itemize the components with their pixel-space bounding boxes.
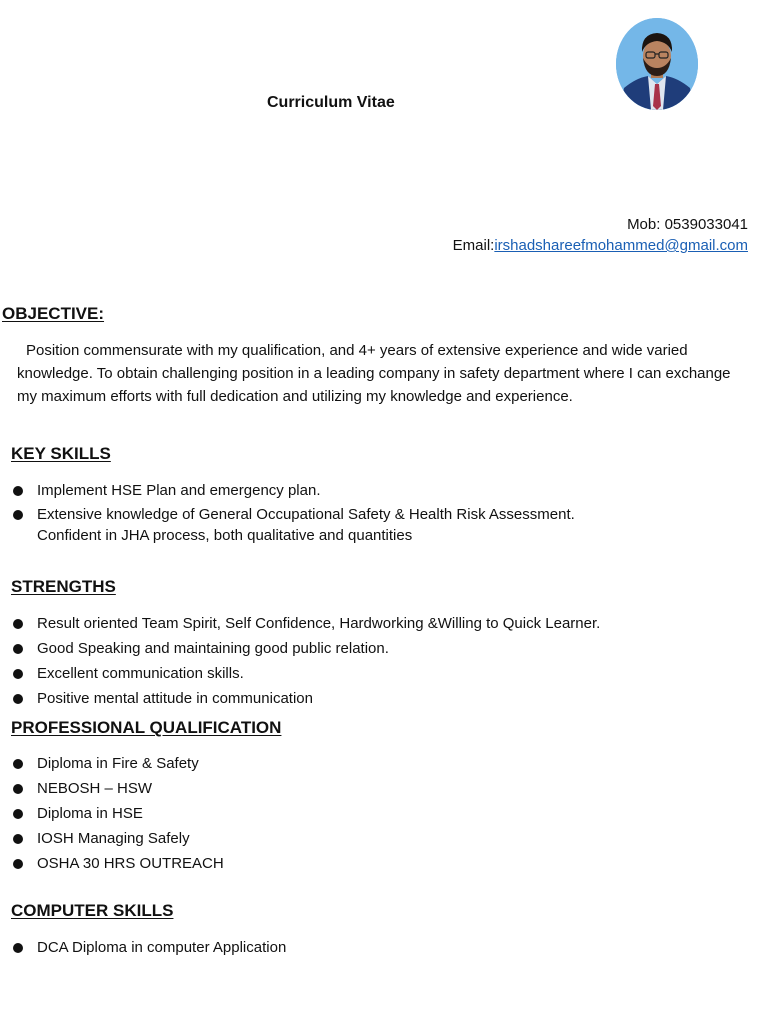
bullet-icon bbox=[13, 834, 23, 844]
objective-paragraph bbox=[17, 339, 752, 408]
strengths-list bbox=[11, 611, 600, 711]
objective-text: Position commensurate with my qualification, and 4+ years of extensive experience and wide varied knowledge. To obtain challenging position in a leading company in safety department where I can exchange my maximum efforts with full dedication and utilizing my knowledge and experience. bbox=[17, 342, 731, 405]
bullet-icon bbox=[13, 669, 23, 679]
list-item: NEBOSH – HSW bbox=[11, 776, 224, 801]
key-skills-heading: KEY SKILLS bbox=[11, 444, 111, 463]
bullet-icon bbox=[13, 644, 23, 654]
bullet-icon bbox=[13, 809, 23, 819]
bullet-icon bbox=[13, 784, 23, 794]
bullet-icon bbox=[13, 510, 23, 520]
list-item: Extensive knowledge of General Occupational Safety & Health Risk Assessment. bbox=[11, 503, 575, 527]
list-item: DCA Diploma in computer Application bbox=[11, 935, 286, 960]
bullet-icon bbox=[13, 486, 23, 496]
strengths-heading: STRENGTHS bbox=[11, 577, 116, 596]
email-label: Email: bbox=[452, 237, 495, 254]
computer-skills-heading: COMPUTER SKILLS bbox=[11, 901, 174, 920]
mobile-number: Mob: 0539033041 bbox=[627, 216, 748, 233]
list-item: Diploma in Fire & Safety bbox=[11, 751, 224, 776]
list-item: OSHA 30 HRS OUTREACH bbox=[11, 851, 224, 876]
bullet-icon bbox=[13, 694, 23, 704]
bullet-icon bbox=[13, 759, 23, 769]
email-line bbox=[453, 237, 748, 254]
list-item: Implement HSE Plan and emergency plan. bbox=[11, 479, 575, 503]
list-item: Diploma in HSE bbox=[11, 801, 224, 826]
list-item: Good Speaking and maintaining good public relation. bbox=[11, 636, 600, 661]
bullet-icon bbox=[13, 943, 23, 953]
email-link[interactable]: irshadshareefmohammed@gmail.com bbox=[494, 237, 748, 254]
key-skills-list bbox=[11, 479, 575, 527]
qualification-list bbox=[11, 751, 224, 876]
profile-photo bbox=[616, 18, 698, 110]
document-title: Curriculum Vitae bbox=[267, 94, 395, 111]
avatar bbox=[616, 18, 698, 110]
bullet-icon bbox=[13, 619, 23, 629]
list-item: Positive mental attitude in communication bbox=[11, 686, 600, 711]
list-item: IOSH Managing Safely bbox=[11, 826, 224, 851]
list-item: Excellent communication skills. bbox=[11, 661, 600, 686]
computer-skills-list bbox=[11, 935, 286, 960]
list-item: Result oriented Team Spirit, Self Confidence, Hardworking &Willing to Quick Learner. bbox=[11, 611, 600, 636]
bullet-icon bbox=[13, 859, 23, 869]
objective-heading: OBJECTIVE: bbox=[2, 304, 105, 323]
key-skills-continuation: Confident in JHA process, both qualitative and quantities bbox=[37, 527, 413, 544]
qualification-heading: PROFESSIONAL QUALIFICATION bbox=[11, 718, 282, 737]
